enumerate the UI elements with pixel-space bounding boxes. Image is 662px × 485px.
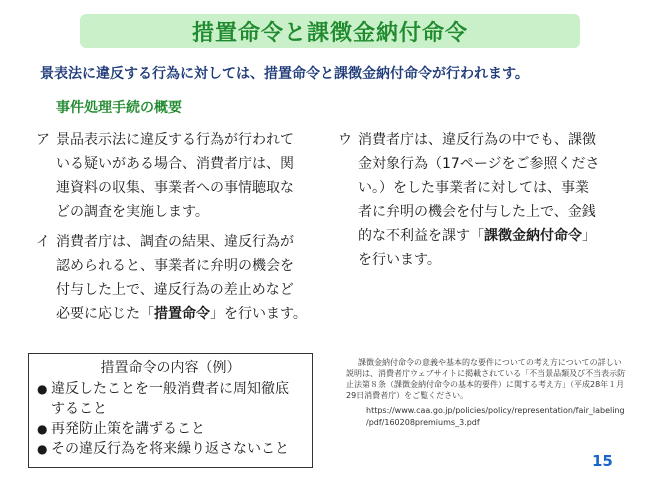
- emphasis-term: 措置命令: [154, 306, 210, 322]
- bullet-line: 違反したことを一般消費者に周知徹底: [51, 381, 289, 397]
- reference-url[interactable]: [366, 405, 646, 429]
- box-bullet-item: [37, 379, 304, 419]
- item-line: [358, 224, 638, 248]
- note-text: 課徴金納付命令の意義や基本的な要件についての考え方についての詳しい説明は、消費者庁ウェブサイトに掲載されている「不当景品類及び不当表示防止法第８条（課徴金納付命令の基本的要件）に関する考え方」（平成28年１月29日消費者庁）をご覧ください。: [346, 358, 626, 400]
- item-line: 金対象行為（17ページをご参照くださ: [358, 156, 600, 172]
- item-line: 消費者庁は、調査の結果、違反行為が: [56, 234, 294, 250]
- item-line: 景品表示法に違反する行為が行われて: [56, 132, 294, 148]
- page-number: 15: [592, 452, 613, 470]
- item-line: [56, 302, 336, 326]
- url-line[interactable]: /pdf/160208premiums_3.pdf: [366, 418, 480, 427]
- item-line-text: 必要に応じた「: [56, 306, 154, 322]
- item-line: いる疑いがある場合、消費者庁は、関: [56, 156, 294, 172]
- url-line[interactable]: https://www.caa.go.jp/policies/policy/representation/fair_labeling: [366, 406, 625, 415]
- bullet-icon: ●: [37, 382, 48, 396]
- item-text: [56, 128, 336, 224]
- page-title: 措置命令と課徴金納付命令: [191, 20, 468, 46]
- box-title: 措置命令の内容（例）: [100, 360, 241, 376]
- list-item-i: [36, 230, 336, 326]
- list-item-a: [36, 128, 336, 224]
- measures-box: [28, 353, 313, 468]
- bullet-line: すること: [51, 401, 107, 417]
- bullet-line: 再発防止策を講ずること: [51, 421, 205, 437]
- item-line: 認められると、事業者に弁明の機会を: [56, 258, 294, 274]
- item-line-text: 的な不利益を課す「: [358, 228, 484, 244]
- bullet-icon: ●: [37, 442, 48, 456]
- item-line: い。）をした事業者に対しては、事業: [358, 180, 589, 196]
- title-banner: [80, 14, 580, 48]
- list-item-u: [338, 128, 638, 272]
- item-mark: イ: [36, 234, 50, 250]
- bullet-line: その違反行為を将来繰り返さないこと: [51, 441, 289, 457]
- bullet-text: [51, 439, 289, 459]
- item-text: [56, 230, 336, 326]
- bullet-text: [51, 419, 205, 439]
- left-column: [36, 128, 336, 332]
- item-line-text: 」: [582, 228, 596, 244]
- item-line: を行います。: [358, 252, 441, 268]
- item-line-text: 」を行います。: [210, 306, 307, 322]
- item-line: 者に弁明の機会を付与した上で、金銭: [358, 204, 596, 220]
- reference-note: [346, 357, 628, 401]
- item-mark: ウ: [338, 132, 352, 148]
- bullet-text: [51, 379, 289, 419]
- item-line: 付与した上で、違反行為の差止めなど: [56, 282, 294, 298]
- box-bullet-item: [37, 439, 304, 459]
- item-text: [358, 128, 638, 272]
- bullet-icon: ●: [37, 422, 48, 436]
- section-heading: 事件処理手続の概要: [56, 100, 182, 116]
- summary-text: 景表法に違反する行為に対しては、措置命令と課徴金納付命令が行われます。: [40, 66, 529, 82]
- item-mark: ア: [36, 132, 50, 148]
- item-line: 連資料の収集、事業者への事情聴取な: [56, 180, 294, 196]
- item-line: 消費者庁は、違反行為の中でも、課徴: [358, 132, 596, 148]
- box-bullet-item: [37, 419, 304, 439]
- emphasis-term: 課徴金納付命令: [484, 228, 582, 244]
- item-line: どの調査を実施します。: [56, 204, 209, 220]
- right-column: [338, 128, 638, 278]
